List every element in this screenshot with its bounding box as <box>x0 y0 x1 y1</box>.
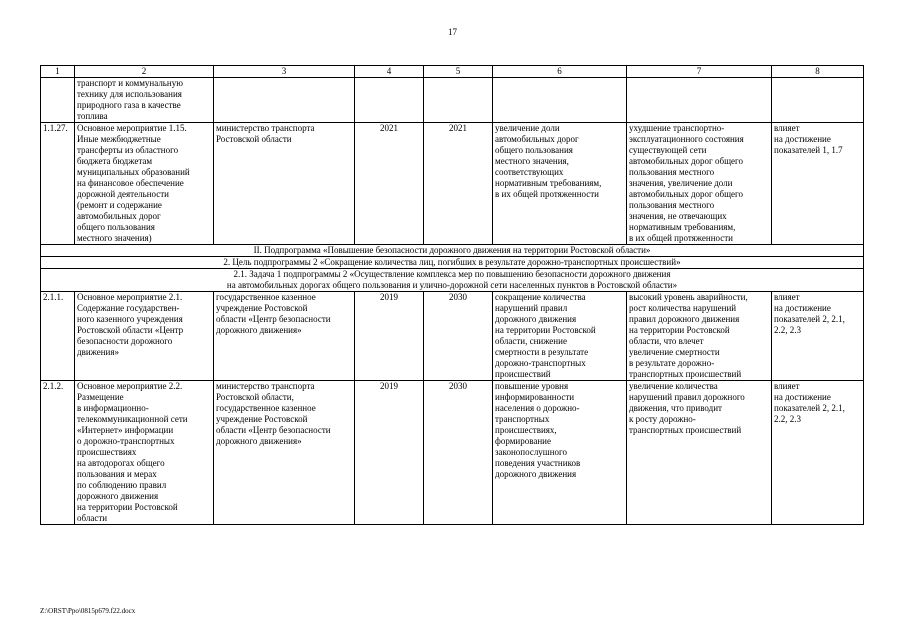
executor-cell: государственное казенное учреждение Ростовской области «Центр безопасности дорожного движения» <box>214 292 355 381</box>
column-number-cell: 7 <box>627 66 772 78</box>
page-number: 17 <box>448 27 457 37</box>
document-file-path: Z:\ORST\Ppo\0815p679.f22.docx <box>40 607 136 615</box>
column-number-row <box>41 66 864 78</box>
subprogram-title: II. Подпрограмма «Повышение безопасности дорожного движения на территории Ростовской области» <box>41 245 864 257</box>
table-row <box>41 292 864 381</box>
executor-cell: министерство транспорта Ростовской области, государственное казенное учреждение Ростовской области «Центр безопасности дорожного движения» <box>214 381 355 525</box>
column-number-cell: 1 <box>41 66 75 78</box>
activity-cell: Основное мероприятие 2.2. Размещение в информационно- телекоммуникационной сети «Интернет» информации о дорожно-транспортных происшествиях на автодорогах общего пользования и мерах по соблюдению правил дорожного движения на территории Ростовской области <box>75 381 214 525</box>
column-number-cell: 2 <box>75 66 214 78</box>
start-year-cell: 2019 <box>355 381 424 525</box>
end-year-cell: 2021 <box>424 123 493 245</box>
end-year-cell: 2030 <box>424 292 493 381</box>
indicator-link-cell: влияет на достижение показателей 2, 2.1, 2.2, 2.3 <box>772 381 864 525</box>
column-number-cell: 8 <box>772 66 864 78</box>
executor-cell <box>214 78 355 123</box>
continuation-row <box>41 78 864 123</box>
activity-cell: Основное мероприятие 2.1. Содержание государствен- ного казенного учреждения Ростовской области «Центр безопасности дорожного движения» <box>75 292 214 381</box>
start-year-cell <box>355 78 424 123</box>
consequences-cell: увеличение количества нарушений правил дорожного движения, что приводит к росту дорожно- транспортных происшествий <box>627 381 772 525</box>
row-number-cell: 2.1.1. <box>41 292 75 381</box>
consequences-cell: ухудшение транспортно- эксплуатационного состояния существующей сети автомобильных дорог общего пользования местного значения, увеличение доли автомобильных дорог общего пользования местного значения, не отвечающих нормативным требованиям, в их общей протяженности <box>627 123 772 245</box>
program-activities-table <box>40 65 864 525</box>
row-number-cell: 2.1.2. <box>41 381 75 525</box>
indicator-link-cell: влияет на достижение показателей 1, 1.7 <box>772 123 864 245</box>
result-cell: повышение уровня информированности населения о дорожно- транспортных происшествиях, формирование законопослушного поведения участников дорожного движения <box>493 381 627 525</box>
goal-title: 2. Цель подпрограммы 2 «Сокращение количества лиц, погибших в результате дорожно-транспортных происшествий» <box>41 257 864 269</box>
result-cell: сокращение количества нарушений правил дорожного движения на территории Ростовской области, снижение смертности в результате дорожно-транспортных происшествий <box>493 292 627 381</box>
task-title: 2.1. Задача 1 подпрограммы 2 «Осуществление комплекса мер по повышению безопасности дорожного движения на автомобильных дорогах общего пользования и улично-дорожной сети населенных пунктов в Ростовской области» <box>41 269 864 292</box>
subprogram-header-row <box>41 245 864 257</box>
consequences-cell <box>627 78 772 123</box>
row-number-cell <box>41 78 75 123</box>
indicator-link-cell: влияет на достижение показателей 2, 2.1, 2.2, 2.3 <box>772 292 864 381</box>
column-number-cell: 5 <box>424 66 493 78</box>
activity-cell: Основное мероприятие 1.15. Иные межбюджетные трансферты из областного бюджета бюджетам муниципальных образований на финансовое обеспечение дорожной деятельности (ремонт и содержание автомобильных дорог общего пользования местного значения) <box>75 123 214 245</box>
task-header-row <box>41 269 864 292</box>
column-number-cell: 6 <box>493 66 627 78</box>
result-cell <box>493 78 627 123</box>
activity-cell: транспорт и коммунальную технику для использования природного газа в качестве топлива <box>75 78 214 123</box>
column-number-cell: 3 <box>214 66 355 78</box>
table-row <box>41 123 864 245</box>
row-number-cell: 1.1.27. <box>41 123 75 245</box>
indicator-link-cell <box>772 78 864 123</box>
end-year-cell: 2030 <box>424 381 493 525</box>
consequences-cell: высокий уровень аварийности, рост количества нарушений правил дорожного движения на территории Ростовской области, что влечет увеличение смертности в результате дорожно- транспортных происшествий <box>627 292 772 381</box>
table-row <box>41 381 864 525</box>
goal-header-row <box>41 257 864 269</box>
end-year-cell <box>424 78 493 123</box>
start-year-cell: 2019 <box>355 292 424 381</box>
column-number-cell: 4 <box>355 66 424 78</box>
result-cell: увеличение доли автомобильных дорог общего пользования местного значения, соответствующих нормативным требованиям, в их общей протяженности <box>493 123 627 245</box>
executor-cell: министерство транспорта Ростовской области <box>214 123 355 245</box>
start-year-cell: 2021 <box>355 123 424 245</box>
